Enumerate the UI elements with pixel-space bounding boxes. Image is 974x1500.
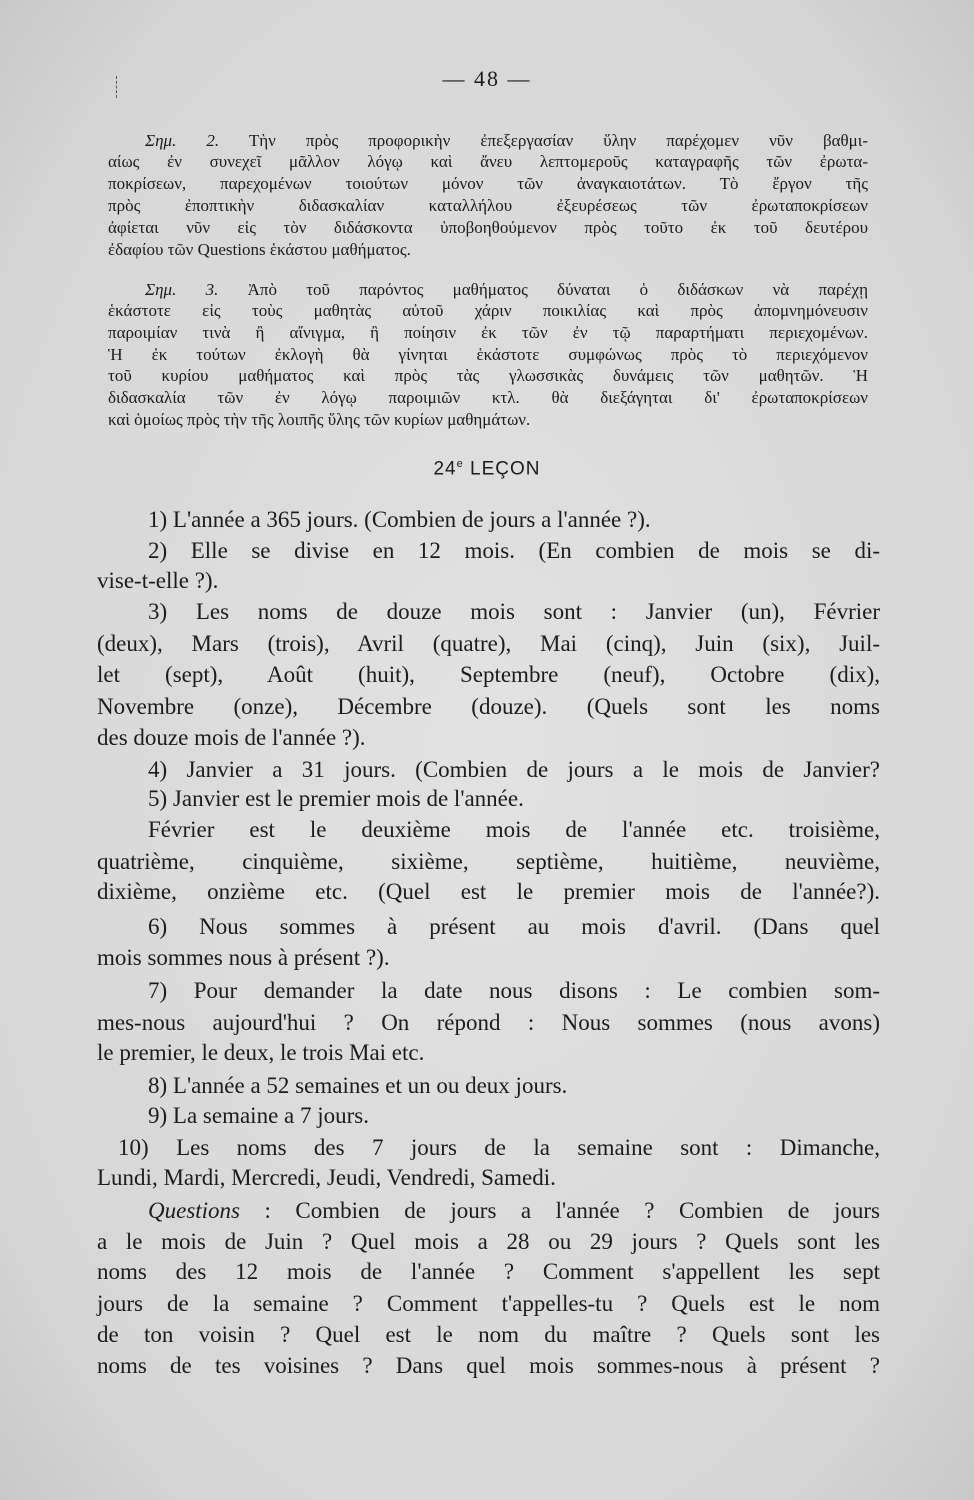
lesson-line: mes-nous aujourd'hui ? On répond : Nous sommes (nous avons) [97, 1010, 880, 1035]
greek-note-line: ποκρίσεων, παρεχομένων τοιούτων μόνον τῶν ἀναγκαιοτάτων. Τὸ ἔργον τῆς [108, 174, 868, 193]
lesson-line: mois sommes nous à présent ?). [97, 945, 390, 970]
lesson-line: let (sept), Août (huit), Septembre (neuf), Octobre (dix), [97, 662, 880, 687]
lesson-line: le premier, le deux, le trois Mai etc. [97, 1040, 425, 1065]
greek-note-line: τοῦ κυρίου μαθήματος καὶ πρὸς τὰς γλωσσικὰς δυνάμεις τῶν μαθητῶν. Ἡ [108, 366, 868, 385]
greek-note-line: παροιμίαν τινὰ ἢ αἴνιγμα, ἢ ποίησιν ἐκ τῶν ἐν τῷ παραρτήματι περιεχομένων. [108, 323, 868, 342]
lesson-line: quatrième, cinquième, sixième, septième, huitième, neuvième, [97, 849, 880, 874]
greek-note-line: Ἡ ἐκ τούτων ἐκλογὴ θὰ γίνηται ἑκάστοτε συμφώνως πρὸς τὸ περιεχόμενον [108, 345, 868, 364]
lesson-line: 9) La semaine a 7 jours. [148, 1103, 369, 1128]
lesson-line: 1) L'année a 365 jours. (Combien de jours a l'année ?). [148, 507, 651, 532]
lesson-line: vise-t-elle ?). [97, 568, 219, 593]
greek-note-line: πρὸς ἐποπτικὴν διδασκαλίαν καταλλήλου ἐξευρέσεως τῶν ἐρωταποκρίσεων [108, 196, 868, 215]
lesson-line: 6) Nous sommes à présent au mois d'avril. (Dans quel [148, 914, 880, 939]
lesson-line: 4) Janvier a 31 jours. (Combien de jours a le mois de Janvier? [148, 757, 880, 782]
italic-label: Σημ. 2. [145, 131, 220, 150]
lesson-line: 5) Janvier est le premier mois de l'année. [148, 786, 524, 811]
lesson-line: Novembre (onze), Décembre (douze). (Quels sont les noms [97, 694, 880, 719]
lesson-line: Lundi, Mardi, Mercredi, Jeudi, Vendredi, Samedi. [97, 1165, 556, 1190]
greek-note-line: ἐδαφίου τῶν Questions ἑκάστου μαθήματος. [108, 240, 411, 259]
lesson-line: 7) Pour demander la date nous disons : Le combien som- [148, 978, 880, 1003]
lesson-line: 8) L'année a 52 semaines et un ou deux jours. [148, 1073, 568, 1098]
lesson-line: noms de tes voisines ? Dans quel mois sommes-nous à présent ? [97, 1353, 880, 1378]
lesson-title: LEÇON [470, 458, 541, 480]
lesson-line: Questions : Combien de jours a l'année ? Combien de jours [148, 1198, 880, 1223]
lesson-number: 24 [433, 458, 457, 480]
greek-note-line: ἑκάστοτε εἰς τοὺς μαθητὰς αὐτοῦ χάριν ποικιλίας καὶ πρὸς ἀπομνημόνευσιν [108, 301, 868, 320]
lesson-line: (deux), Mars (trois), Avril (quatre), Mai (cinq), Juin (six), Juil- [97, 631, 880, 656]
lesson-line: dixième, onzième etc. (Quel est le premier mois de l'année?). [97, 879, 880, 904]
lesson-heading [0, 458, 974, 480]
greek-note-line: ἀφίεται νῦν εἰς τὸν διδάσκοντα ὑποβοηθούμενον πρὸς τοῦτο ἐκ τοῦ δευτέρου [108, 218, 868, 237]
greek-note-line: διδασκαλία τῶν ἐν λόγῳ παροιμιῶν κτλ. θὰ διεξάγηται δι' ἐρωταποκρίσεων [108, 388, 868, 407]
greek-note-line: καὶ ὁμοίως πρὸς τὴν τῆς λοιπῆς ὕλης τῶν κυρίων μαθημάτων. [108, 410, 531, 429]
lesson-number-suffix: e [456, 458, 464, 470]
lesson-line: jours de la semaine ? Comment t'appelles-tu ? Quels est le nom [97, 1291, 880, 1316]
lesson-line: 10) Les noms des 7 jours de la semaine sont : Dimanche, [118, 1135, 880, 1160]
page-number: — 48 — [442, 66, 532, 91]
italic-label: Questions [148, 1198, 240, 1223]
lesson-line: des douze mois de l'année ?). [97, 725, 366, 750]
lesson-line: a le mois de Juin ? Quel mois a 28 ou 29 jours ? Quels sont les [97, 1229, 880, 1254]
greek-note-line: αίως ἐν συνεχεῖ μᾶλλον λόγῳ καὶ ἄνευ λεπτομεροῦς καταγραφῆς τῶν ἐρωτα- [108, 152, 868, 171]
greek-note-line: Σημ. 2. Τὴν πρὸς προφορικὴν ἐπεξεργασίαν ὕλην παρέχομεν νῦν βαθμι- [145, 131, 868, 150]
lesson-line: 2) Elle se divise en 12 mois. (En combien de mois se di- [148, 538, 880, 563]
lesson-line: Février est le deuxième mois de l'année etc. troisième, [148, 817, 880, 842]
italic-label: Σημ. 3. [145, 280, 219, 299]
lesson-line: de ton voisin ? Quel est le nom du maître ? Quels sont les [97, 1322, 880, 1347]
lesson-line: 3) Les noms de douze mois sont : Janvier (un), Février [148, 599, 880, 624]
greek-note-line: Σημ. 3. Ἀπὸ τοῦ παρόντος μαθήματος δύναται ὁ διδάσκων νὰ παρέχῃ [145, 280, 868, 299]
lesson-line: noms des 12 mois de l'année ? Comment s'appellent les sept [97, 1259, 880, 1284]
